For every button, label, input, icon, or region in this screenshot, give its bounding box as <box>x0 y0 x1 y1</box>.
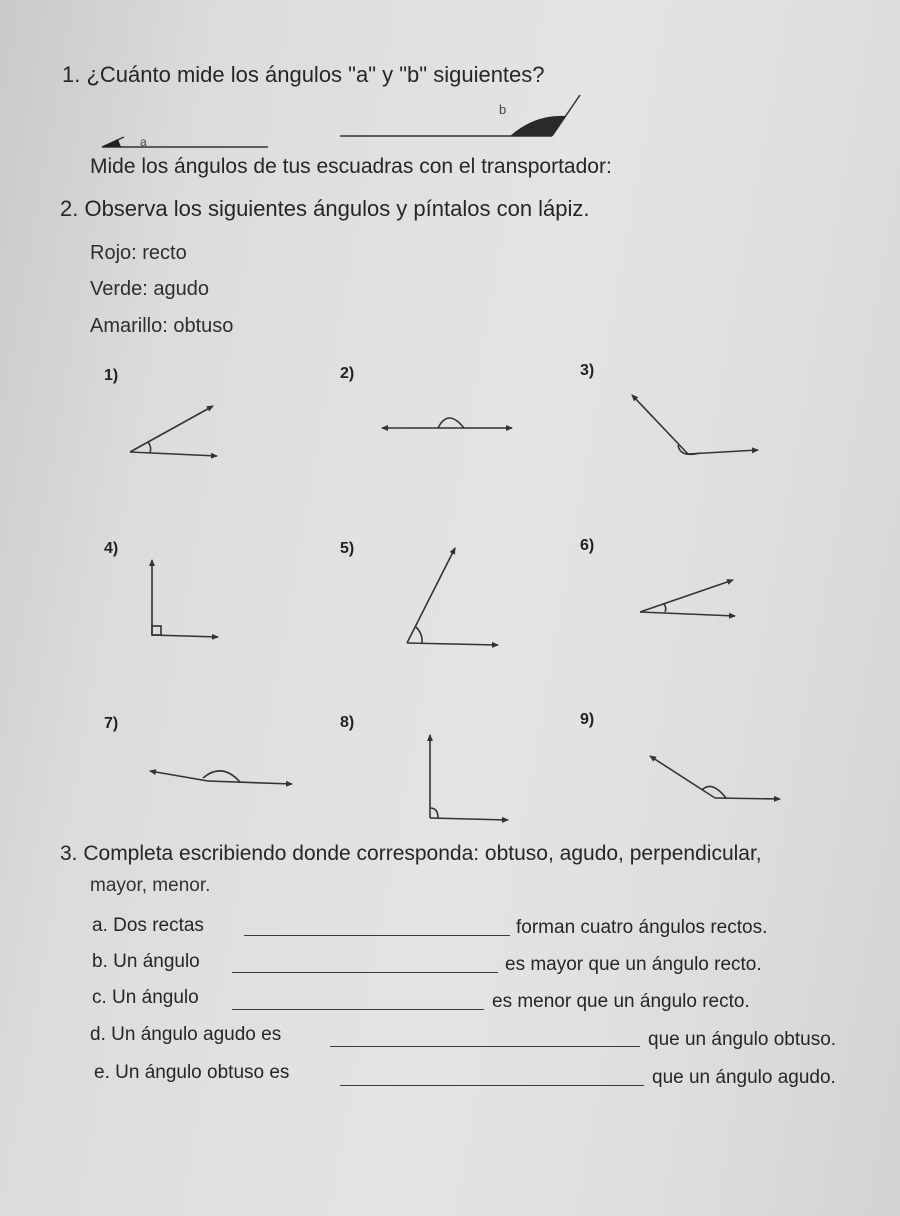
angle-number-3: 3) <box>580 362 595 379</box>
angle-number-4: 4) <box>104 540 119 557</box>
angle-number-6: 6) <box>580 537 595 554</box>
angle-number-8: 8) <box>340 714 355 731</box>
item-b-text: es mayor que un ángulo recto. <box>505 954 762 975</box>
question-1-prompt: 1. ¿Cuánto mide los ángulos "a" y "b" siguientes? <box>62 62 545 87</box>
item-a-text: forman cuatro ángulos rectos. <box>516 917 768 938</box>
angle-number-1: 1) <box>104 367 119 384</box>
angle-6-acute <box>640 580 735 616</box>
question-3-prompt: 3. Completa escribiendo donde corresponda: obtuso, agudo, perpendicular, <box>60 842 762 865</box>
legend-red: Rojo: recto <box>90 242 187 264</box>
angle-number-7: 7) <box>104 715 119 732</box>
angle-5-acute <box>407 548 498 645</box>
angle-7-obtuse <box>150 771 292 784</box>
item-e-label: e. Un ángulo obtuso es <box>94 1062 290 1083</box>
angle-4-right <box>152 560 218 637</box>
angle-b <box>340 95 580 136</box>
angle-a-label: a <box>140 135 147 149</box>
angle-2-straight <box>382 418 512 428</box>
angle-b-label: b <box>499 102 507 117</box>
angle-a <box>102 135 268 149</box>
angle-number-9: 9) <box>580 711 595 728</box>
item-e-text: que un ángulo agudo. <box>652 1067 836 1088</box>
legend-yellow: Amarillo: obtuso <box>90 315 234 337</box>
question-1-instruction: Mide los ángulos de tus escuadras con el transportador: <box>90 155 612 178</box>
angle-1-acute <box>130 406 217 456</box>
legend-green: Verde: agudo <box>90 278 209 300</box>
item-c-label: c. Un ángulo <box>92 987 199 1008</box>
item-b-label: b. Un ángulo <box>92 951 200 972</box>
item-c-text: es menor que un ángulo recto. <box>492 991 750 1012</box>
question-2-prompt: 2. Observa los siguientes ángulos y píntalos con lápiz. <box>60 196 590 221</box>
angle-3-obtuse <box>632 395 758 454</box>
item-a-label: a. Dos rectas <box>92 915 204 936</box>
angle-9-obtuse <box>650 756 780 799</box>
question-3-word-list: mayor, menor. <box>90 875 211 896</box>
item-d-label: d. Un ángulo agudo es <box>90 1024 282 1045</box>
angle-number-2: 2) <box>340 365 355 382</box>
angle-8-right <box>430 735 508 820</box>
item-d-text: que un ángulo obtuso. <box>648 1029 837 1050</box>
angle-number-5: 5) <box>340 540 355 557</box>
